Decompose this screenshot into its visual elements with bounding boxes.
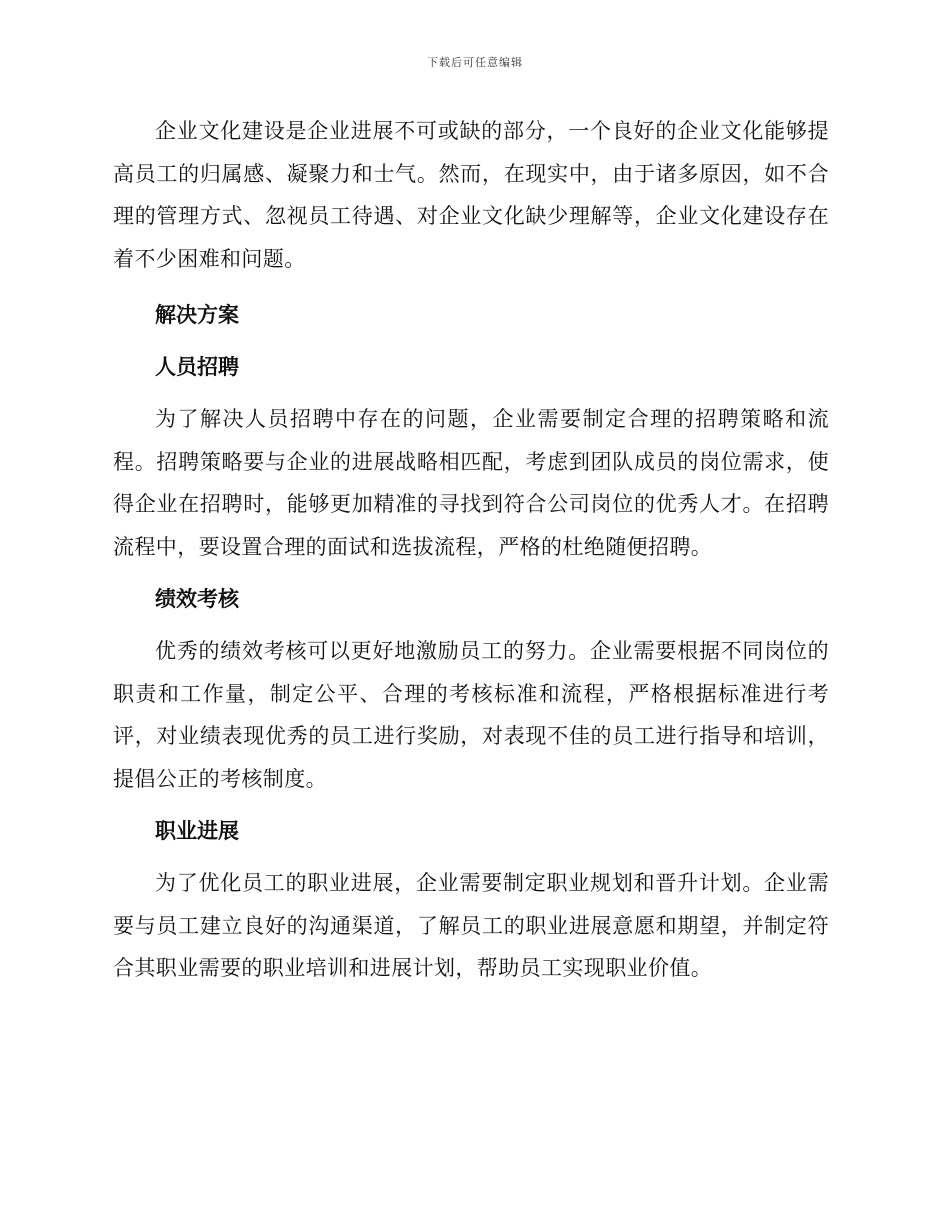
recruit-heading: 人员招聘	[155, 354, 239, 379]
document-body	[113, 110, 829, 990]
career-heading: 职业进展	[155, 818, 239, 843]
page-header: 下载后可任意编辑	[427, 56, 523, 69]
intro-paragraph: 企业文化建设是企业进展不可或缺的部分，一个良好的企业文化能够提高员工的归属感、凝聚力和士气。然而，在现实中，由于诸多原因，如不合理的管理方式、忽视员工待遇、对企业文化缺少理解等，企业文化建设存在着不少困难和问题。	[113, 119, 829, 271]
career-paragraph: 为了优化员工的职业进展，企业需要制定职业规划和晋升计划。企业需要与员工建立良好的沟通渠道，了解员工的职业进展意愿和期望，并制定符合其职业需要的职业培训和进展计划，帮助员工实现职业价值。	[113, 871, 829, 980]
solutions-heading: 解决方案	[155, 302, 239, 327]
performance-paragraph: 优秀的绩效考核可以更好地激励员工的努力。企业需要根据不同岗位的职责和工作量，制定公平、合理的考核标准和流程，严格根据标准进行考评，对业绩表现优秀的员工进行奖励，对表现不佳的员工进行指导和培训，提倡公正的考核制度。	[113, 639, 829, 791]
performance-heading: 绩效考核	[155, 586, 239, 611]
recruit-paragraph: 为了解决人员招聘中存在的问题，企业需要制定合理的招聘策略和流程。招聘策略要与企业的进展战略相匹配，考虑到团队成员的岗位需求，使得企业在招聘时，能够更加精准的寻找到符合公司岗位的优秀人才。在招聘流程中，要设置合理的面试和选拔流程，严格的杜绝随便招聘。	[113, 407, 829, 559]
